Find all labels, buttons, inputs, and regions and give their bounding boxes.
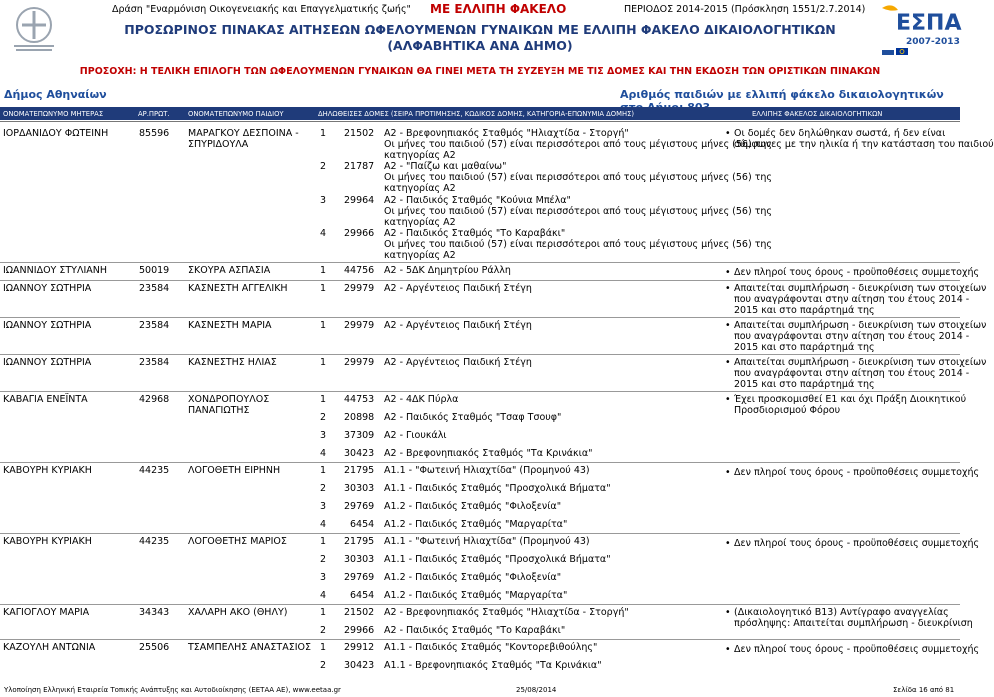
- protocol-number: 34343: [139, 607, 170, 618]
- col-protocol: ΑΡ.ΠΡΩΤ.: [138, 110, 170, 118]
- docs-status: • Απαιτείται συμπλήρωση - διευκρίνιση των στοιχείων: [734, 320, 986, 331]
- mother-name: ΚΑΓΙΟΓΛΟΥ ΜΑΡΙΑ: [3, 607, 90, 618]
- docs-status: • Έχει προσκομισθεί Ε1 και όχι Πράξη Διοικητικού: [734, 394, 966, 405]
- structure-code: 30423: [344, 660, 375, 671]
- structure-order: 1: [320, 465, 327, 476]
- protocol-number: 23584: [139, 320, 170, 331]
- mother-name: ΙΟΡΔΑΝΙΔΟΥ ΦΩΤΕΙΝΗ: [3, 128, 109, 139]
- docs-status: • Απαιτείται συμπλήρωση - διευκρίνιση των στοιχείων: [734, 283, 986, 294]
- structure-name: Α1.1 - Βρεφονηπιακός Σταθμός "Τα Κρινάκια": [384, 660, 602, 671]
- docs-status: • (Δικαιολογητικό Β13) Αντίγραφο αναγγελίας: [734, 607, 949, 618]
- structure-note: Οι μήνες του παιδιού (57) είναι περισσότεροι από τους μέγιστους μήνες (56) της: [384, 139, 773, 150]
- structure-name: Α2 - Γιουκάλι: [384, 430, 447, 441]
- program-title: Δράση "Εναρμόνιση Οικογενειακής και Επαγγελματικής ζωής": [112, 4, 411, 15]
- structure-note: κατηγορίας Α2: [384, 150, 456, 161]
- structure-order: 1: [320, 128, 327, 139]
- structure-name: Α2 - Αργέντειος Παιδική Στέγη: [384, 320, 532, 331]
- child-name-cont: ΣΠΥΡΙΔΟΥΛΑ: [188, 139, 249, 150]
- protocol-number: 23584: [139, 283, 170, 294]
- structure-order: 2: [320, 161, 327, 172]
- municipality-name: Δήμος Αθηναίων: [4, 88, 107, 101]
- structure-order: 4: [320, 519, 327, 530]
- structure-code: 21795: [344, 465, 375, 476]
- child-name: ΣΚΟΥΡΑ ΑΣΠΑΣΙΑ: [188, 265, 271, 276]
- espa-text: ΕΣΠΑ: [896, 11, 962, 36]
- protocol-number: 50019: [139, 265, 170, 276]
- mother-name: ΚΑΒΟΥΡΗ ΚΥΡΙΑΚΗ: [3, 536, 92, 547]
- structure-order: 3: [320, 501, 327, 512]
- structure-code: 37309: [344, 430, 375, 441]
- child-name: ΜΑΡΑΓΚΟΥ ΔΕΣΠΟΙΝΑ -: [188, 128, 299, 139]
- structure-name: Α1.2 - Παιδικός Σταθμός "Φιλοξενία": [384, 501, 562, 512]
- docs-status: • Απαιτείται συμπλήρωση - διευκρίνιση των στοιχείων: [734, 357, 986, 368]
- structure-order: 1: [320, 320, 327, 331]
- structure-code: 29979: [344, 283, 375, 294]
- docs-status: • Δεν πληροί τους όρους - προϋποθέσεις συμμετοχής: [734, 467, 979, 478]
- col-mother: ΟΝΟΜΑΤΕΠΩΝΥΜΟ ΜΗΤΕΡΑΣ: [3, 110, 104, 118]
- docs-status: • Δεν πληροί τους όρους - προϋποθέσεις συμμετοχής: [734, 538, 979, 549]
- warning-banner: ΠΡΟΣΟΧΗ: Η ΤΕΛΙΚΗ ΕΠΙΛΟΓΗ ΤΩΝ ΩΦΕΛΟΥΜΕΝΩΝ ΓΥΝΑΙΚΩΝ ΘΑ ΓΙΝΕΙ ΜΕΤΑ ΤΗ ΣΥΖΕΥΞΗ ΜΕ ΤΙΣ ΔΟΜΕΣ ΚΑΙ ΤΗΝ ΕΚΔΟΣΗ ΤΩΝ ΟΡΙΣΤΙΚΩΝ ΠΙΝΑΚΩΝ: [79, 66, 881, 77]
- page-footer: [0, 684, 960, 697]
- mother-name: ΚΑΖΟΥΛΗ ΑΝΤΩΝΙΑ: [3, 642, 96, 653]
- structure-name: Α2 - Παιδικός Σταθμός "Κούνια Μπέλα": [384, 195, 571, 206]
- structure-order: 2: [320, 412, 327, 423]
- structure-code: 30303: [344, 483, 375, 494]
- structure-name: Α2 - Παιδικός Σταθμός "Το Καραβάκι": [384, 625, 566, 636]
- structure-code: 21795: [344, 536, 375, 547]
- child-name: ΧΑΛΑΡΗ ΑΚΟ (ΘΗΛΥ): [188, 607, 288, 618]
- mother-name: ΙΩΑΝΝΙΔΟΥ ΣΤΥΛΙΑΝΗ: [3, 265, 108, 276]
- structure-name: Α2 - 4ΔΚ Πύρλα: [384, 394, 459, 405]
- page-title: ΠΡΟΣΩΡΙΝΟΣ ΠΙΝΑΚΑΣ ΑΙΤΗΣΕΩΝ ΩΦΕΛΟΥΜΕΝΩΝ ΓΥΝΑΙΚΩΝ ΜΕ ΕΛΛΙΠΗ ΦΑΚΕΛΟ ΔΙΚΑΙΟΛΟΓΗΤΙΚΩΝ: [124, 22, 836, 37]
- structure-code: 44753: [344, 394, 375, 405]
- structure-order: 2: [320, 554, 327, 565]
- child-name: ΤΣΑΜΠΕΛΗΣ ΑΝΑΣΤΑΣΙΟΣ: [188, 642, 312, 653]
- protocol-number: 44235: [139, 465, 170, 476]
- structure-name: Α1.1 - Παιδικός Σταθμός "Κοντορεβιθούλης": [384, 642, 598, 653]
- structure-note: κατηγορίας Α2: [384, 183, 456, 194]
- structure-code: 6454: [350, 590, 375, 601]
- children-count: Αριθμός παιδιών με ελλιπή φάκελο δικαιολογητικών: [620, 88, 944, 101]
- structure-order: 3: [320, 572, 327, 583]
- structure-name: Α1.2 - Παιδικός Σταθμός "Φιλοξενία": [384, 572, 562, 583]
- structure-code: 21787: [344, 161, 375, 172]
- structure-code: 29966: [344, 228, 375, 239]
- period-label: ΠΕΡΙΟΔΟΣ 2014-2015 (Πρόσκληση 1551/2.7.2014): [624, 4, 866, 15]
- docs-status-cont: 2015 και στο παράρτημά της: [734, 305, 875, 316]
- mother-name: ΚΑΒΟΥΡΗ ΚΥΡΙΑΚΗ: [3, 465, 92, 476]
- docs-status: • Δεν πληροί τους όρους - προϋποθέσεις συμμετοχής: [734, 267, 979, 278]
- structure-name: Α1.1 - "Φωτεινή Ηλιαχτίδα" (Προμηνού 43): [384, 465, 590, 476]
- structure-order: 3: [320, 195, 327, 206]
- protocol-number: 42968: [139, 394, 170, 405]
- col-docs: ΕΛΛΙΠΗΣ ΦΑΚΕΛΟΣ ΔΙΚΑΙΟΛΟΓΗΤΙΚΩΝ: [752, 110, 883, 118]
- structure-code: 29964: [344, 195, 375, 206]
- protocol-number: 25506: [139, 642, 170, 653]
- child-name: ΛΟΓΟΘΕΤΗ ΕΙΡΗΝΗ: [188, 465, 281, 476]
- structure-order: 3: [320, 430, 327, 441]
- structure-name: Α1.1 - Παιδικός Σταθμός "Προσχολικά Βήματα": [384, 554, 611, 565]
- child-name: ΧΟΝΔΡΟΠΟΥΛΟΣ: [188, 394, 270, 405]
- protocol-number: 44235: [139, 536, 170, 547]
- docs-status-cont: 2015 και στο παράρτημά της: [734, 379, 875, 390]
- structure-name: Α1.2 - Παιδικός Σταθμός "Μαργαρίτα": [384, 519, 568, 530]
- child-name: ΚΑΣΝΕΣΤΗ ΜΑΡΙΑ: [188, 320, 272, 331]
- structure-order: 2: [320, 660, 327, 671]
- structure-note: Οι μήνες του παιδιού (57) είναι περισσότεροι από τους μέγιστους μήνες (56) της: [384, 206, 773, 217]
- structure-order: 1: [320, 394, 327, 405]
- structure-name: Α2 - "Παίζω και μαθαίνω": [384, 161, 507, 172]
- page-subtitle: (ΑΛΦΑΒΗΤΙΚΑ ΑΝΑ ΔΗΜΟ): [387, 38, 573, 53]
- table-header: [0, 107, 960, 120]
- docs-status-cont: που αναγράφονται στην αίτηση του έτους 2014 -: [734, 294, 970, 305]
- child-name: ΚΑΣΝΕΣΤΗ ΑΓΓΕΛΙΚΗ: [188, 283, 288, 294]
- structure-name: Α2 - Βρεφονηπιακός Σταθμός "Ηλιαχτίδα - Στοργή": [384, 607, 629, 618]
- structure-code: 29769: [344, 572, 375, 583]
- structure-code: 44756: [344, 265, 375, 276]
- structure-code: 29966: [344, 625, 375, 636]
- structure-order: 1: [320, 265, 327, 276]
- incomplete-badge: ΜΕ ΕΛΛΙΠΗ ΦΑΚΕΛΟ: [430, 2, 567, 16]
- docs-status-cont: που αναγράφονται στην αίτηση του έτους 2014 -: [734, 368, 970, 379]
- structure-code: 21502: [344, 607, 375, 618]
- structure-name: Α1.2 - Παιδικός Σταθμός "Μαργαρίτα": [384, 590, 568, 601]
- col-structures: ΔΗΛΩΘΕΙΣΕΣ ΔΟΜΕΣ (ΣΕΙΡΑ ΠΡΟΤΙΜΗΣΗΣ, ΚΩΔΙΚΟΣ ΔΟΜΗΣ, ΚΑΤΗΓΟΡΙΑ-ΕΠΩΝΥΜΙΑ ΔΟΜΗΣ): [318, 110, 635, 118]
- structure-order: 4: [320, 448, 327, 459]
- structure-order: 4: [320, 590, 327, 601]
- structure-note: Οι μήνες του παιδιού (57) είναι περισσότεροι από τους μέγιστους μήνες (56) της: [384, 172, 773, 183]
- structure-code: 30303: [344, 554, 375, 565]
- mother-name: ΙΩΑΝΝΟΥ ΣΩΤΗΡΙΑ: [3, 320, 92, 331]
- structure-order: 1: [320, 357, 327, 368]
- structure-name: Α2 - Αργέντειος Παιδική Στέγη: [384, 357, 532, 368]
- structure-order: 1: [320, 536, 327, 547]
- structure-code: 20898: [344, 412, 375, 423]
- structure-note: κατηγορίας Α2: [384, 217, 456, 228]
- structure-name: Α2 - Αργέντειος Παιδική Στέγη: [384, 283, 532, 294]
- structure-name: Α1.1 - "Φωτεινή Ηλιαχτίδα" (Προμηνού 43): [384, 536, 590, 547]
- footer-date: 25/08/2014: [516, 686, 557, 694]
- structure-code: 29979: [344, 357, 375, 368]
- protocol-number: 85596: [139, 128, 170, 139]
- structure-code: 30423: [344, 448, 375, 459]
- structure-order: 2: [320, 625, 327, 636]
- structure-code: 29979: [344, 320, 375, 331]
- structure-name: Α2 - Βρεφονηπιακός Σταθμός "Ηλιαχτίδα - Στοργή": [384, 128, 629, 139]
- structure-note: κατηγορίας Α2: [384, 250, 456, 261]
- espa-years: 2007-2013: [906, 37, 960, 47]
- structure-name: Α2 - Βρεφονηπιακός Σταθμός "Τα Κρινάκια": [384, 448, 593, 459]
- child-name: ΛΟΓΟΘΕΤΗΣ ΜΑΡΙΟΣ: [188, 536, 287, 547]
- structure-order: 1: [320, 283, 327, 294]
- structure-code: 29912: [344, 642, 375, 653]
- structure-code: 21502: [344, 128, 375, 139]
- structure-code: 29769: [344, 501, 375, 512]
- col-child: ΟΝΟΜΑΤΕΠΩΝΥΜΟ ΠΑΙΔΙΟΥ: [188, 110, 284, 118]
- structure-code: 6454: [350, 519, 375, 530]
- footer-credit: Υλοποίηση Ελληνική Εταιρεία Τοπικής Ανάπτυξης και Αυτοδιοίκησης (ΕΕΤΑΑ ΑΕ), www.eetaa.gr: [4, 686, 341, 694]
- mother-name: ΚΑΒΑΓΙΑ ΕΝΕΪΝΤΑ: [3, 394, 88, 405]
- docs-status-cont: Προσδιορισμού Φόρου: [734, 405, 841, 416]
- child-name: ΚΑΣΝΕΣΤΗΣ ΗΛΙΑΣ: [188, 357, 277, 368]
- structure-name: Α2 - Παιδικός Σταθμός "Το Καραβάκι": [384, 228, 566, 239]
- docs-status-cont: σύμφωνες με την ηλικία ή την κατάσταση του παιδιού: [734, 139, 994, 150]
- structure-name: Α1.1 - Παιδικός Σταθμός "Προσχολικά Βήματα": [384, 483, 611, 494]
- structure-name: Α2 - 5ΔΚ Δημητρίου Ράλλη: [384, 265, 511, 276]
- structure-note: Οι μήνες του παιδιού (57) είναι περισσότεροι από τους μέγιστους μήνες (56) της: [384, 239, 773, 250]
- docs-status: • Δεν πληροί τους όρους - προϋποθέσεις συμμετοχής: [734, 644, 979, 655]
- structure-order: 4: [320, 228, 327, 239]
- docs-status-cont: 2015 και στο παράρτημά της: [734, 342, 875, 353]
- structure-order: 1: [320, 607, 327, 618]
- docs-status-cont: πρόσληψης: Απαιτείται συμπλήρωση - διευκρίνιση: [734, 618, 973, 629]
- footer-page: Σελίδα 16 από 81: [893, 686, 955, 694]
- docs-status-cont: που αναγράφονται στην αίτηση του έτους 2014 -: [734, 331, 970, 342]
- structure-order: 2: [320, 483, 327, 494]
- docs-status: • Οι δομές δεν δηλώθηκαν σωστά, ή δεν είναι: [734, 128, 945, 139]
- protocol-number: 23584: [139, 357, 170, 368]
- structure-order: 1: [320, 642, 327, 653]
- mother-name: ΙΩΑΝΝΟΥ ΣΩΤΗΡΙΑ: [3, 357, 92, 368]
- structure-name: Α2 - Παιδικός Σταθμός "Τσαφ Τσουφ": [384, 412, 562, 423]
- child-name-cont: ΠΑΝΑΓΙΩΤΗΣ: [188, 405, 250, 416]
- mother-name: ΙΩΑΝΝΟΥ ΣΩΤΗΡΙΑ: [3, 283, 92, 294]
- table-body: [0, 121, 994, 682]
